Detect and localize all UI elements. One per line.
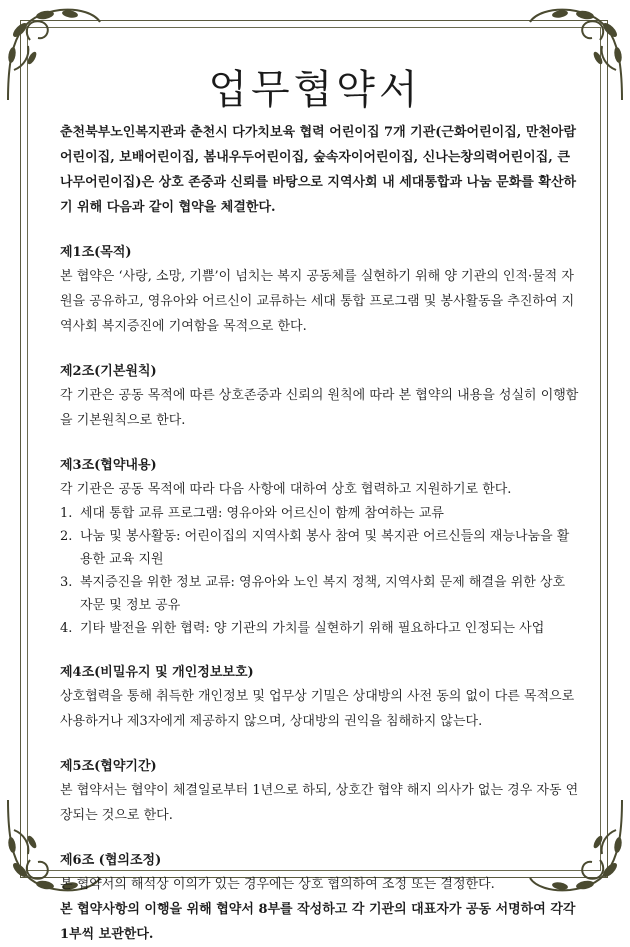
list-item [60, 502, 580, 525]
article-title: 제2조(기본원칙) [60, 364, 157, 379]
list-item-text: 복지증진을 위한 정보 교류: 영유아와 노인 복지 정책, 지역사회 문제 해결을 위한 상호 자문 및 정보 공유 [80, 575, 566, 613]
closing-statement: 본 협약사항의 이행을 위해 협약서 8부를 작성하고 각 기관의 대표자가 공동 서명하여 각각 1부씩 보관한다. [60, 902, 576, 942]
article-title: 제1조(목적) [60, 245, 132, 260]
article-body: 각 기관은 공동 목적에 따른 상호존중과 신뢰의 원칙에 따라 본 협약의 내용을 성실히 이행함을 기본원칙으로 한다. [60, 388, 579, 428]
intro-paragraph: 춘천북부노인복지관과 춘천시 다가치보육 협력 어린이집 7개 기관(근화어린이집, 만천아람어린이집, 보배어린이집, 봄내우두어린이집, 숲속자이어린이집, 신나는창의력어린이집, 큰나무어린이집)은 상호 존중과 신뢰를 바탕으로 지역사회 내 세대통합과 나눔 문화를 확산하기 위해 다음과 같이 협약을 체결한다. [60, 125, 577, 215]
article-2 [60, 361, 580, 433]
article-3 [60, 455, 580, 640]
article-title: 제5조(협약기간) [60, 759, 157, 774]
article-6 [60, 850, 580, 947]
article-body: 본 협약서는 협약이 체결일로부터 1년으로 하되, 상호간 협약 해지 의사가 없는 경우 자동 연장되는 것으로 한다. [60, 783, 579, 823]
article-title: 제3조(협약내용) [60, 458, 157, 473]
article-body: 각 기관은 공동 목적에 따라 다음 사항에 대하여 상호 협력하고 지원하기로 한다. [60, 482, 512, 497]
list-item-number: 3. [60, 575, 73, 590]
document-title: 업무협약서 [208, 67, 422, 113]
article-body: 본 협약서의 해석상 이의가 있는 경우에는 상호 협의하여 조정 또는 결정한다. [60, 877, 495, 892]
list-item-number: 2. [60, 529, 73, 544]
article-1 [60, 242, 580, 339]
list-item-text: 나눔 및 봉사활동: 어린이집의 지역사회 봉사 참여 및 복지관 어르신들의 재능나눔을 활용한 교육 지원 [80, 529, 570, 567]
list-item-number: 4. [60, 621, 73, 636]
article-title: 제6조 (협의조정) [60, 853, 162, 868]
article-title: 제4조(비밀유지 및 개인정보보호) [60, 665, 254, 680]
list-item-number: 1. [60, 506, 73, 521]
article-5 [60, 756, 580, 828]
list-item [60, 617, 580, 640]
list-item [60, 525, 580, 571]
list-item-text: 세대 통합 교류 프로그램: 영유아와 어르신이 함께 참여하는 교류 [80, 506, 444, 521]
list-item [60, 571, 580, 617]
list-item-text: 기타 발전을 위한 협력: 양 기관의 가치를 실현하기 위해 필요하다고 인정되는 사업 [80, 621, 545, 636]
document-body [60, 120, 580, 947]
article-4 [60, 662, 580, 734]
article-body: 상호협력을 통해 취득한 개인정보 및 업무상 기밀은 상대방의 사전 동의 없이 다른 목적으로 사용하거나 제3자에게 제공하지 않으며, 상대방의 권익을 침해하지 않는다. [60, 689, 575, 729]
article-body: 본 협약은 ‘사랑, 소망, 기쁨’이 넘치는 복지 공동체를 실현하기 위해 양 기관의 인적·물적 자원을 공유하고, 영유아와 어르신이 교류하는 세대 통합 프로그램 및 봉사활동을 추진하여 지역사회 복지증진에 기여함을 목적으로 한다. [60, 269, 575, 334]
